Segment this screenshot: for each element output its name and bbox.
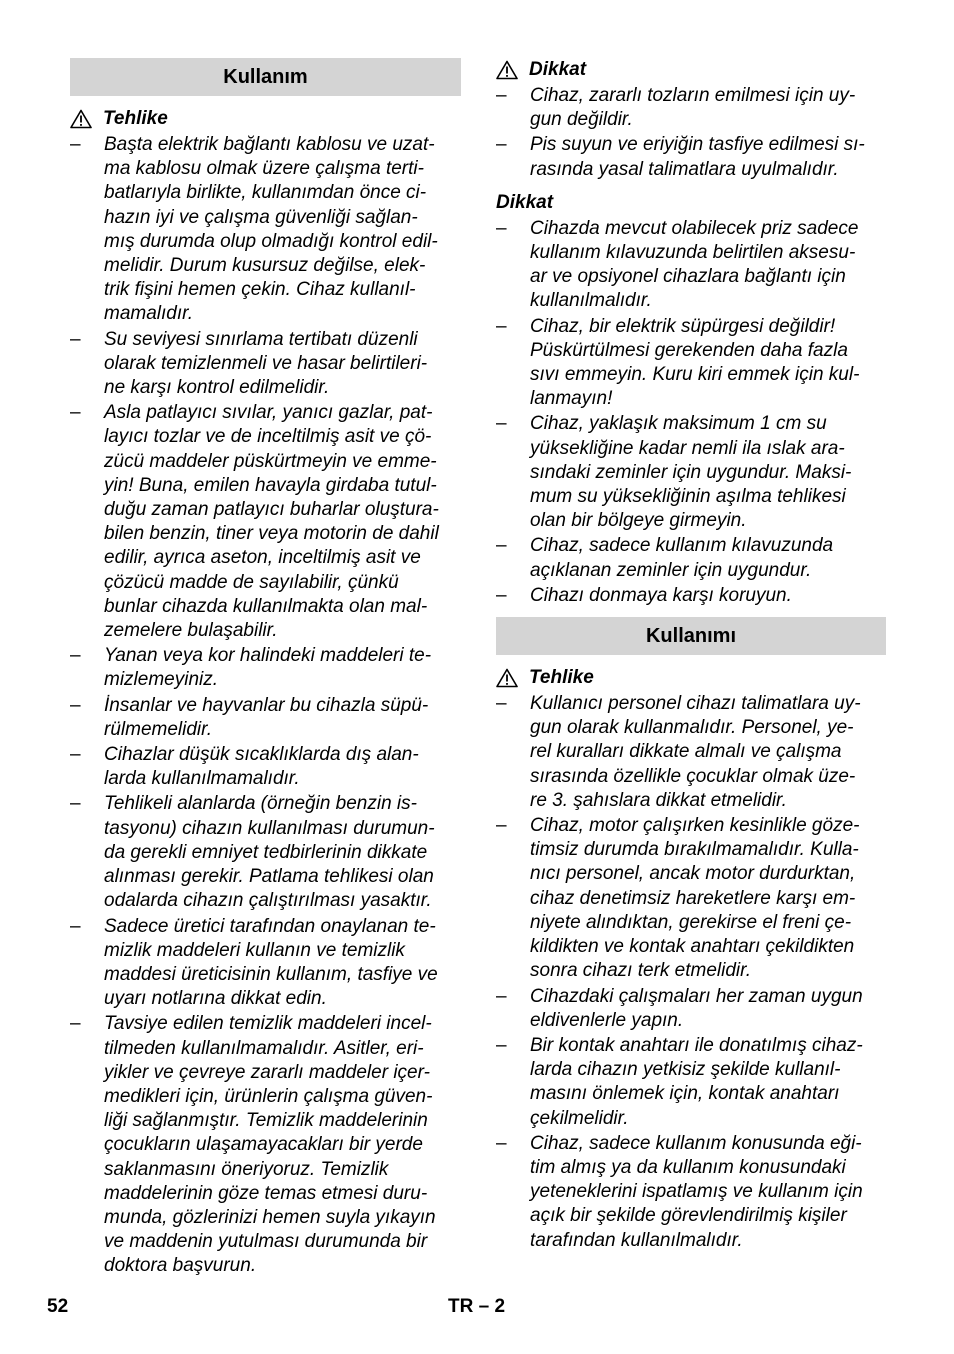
right-column — [496, 58, 886, 1254]
list-item: – Cihaz, bir elektrik süpürgesi değildir! Püskürtülmesi gerekenden daha fazla sıvı emmeyin. Kuru kiri emmek için kul- lanmayın! — [496, 315, 860, 410]
bullet-dash: – — [496, 584, 507, 606]
list-item: – Cihazlar düşük sıcaklıklarda dış alan- larda kullanılmamalıdır. — [70, 744, 419, 790]
list-item: – Cihaz, zararlı tozların emilmesi için uy- gun değildir. — [496, 85, 856, 131]
bullet-dash: – — [496, 1034, 507, 1056]
list-item: – Tavsiye edilen temizlik maddeleri incel- tilmeden kullanılmamalıdır. Asitler, eri- yikler ve çevreye zararlı maddeler içer- medikleri için, ürünlerin çalışma güven- liği sağlanmıştır. Temizlik maddelerinin çocukların ulaşamayacakları bir yerde saklanmasını öneriyoruz. Temizlik maddelerinin göze temas etmesi duru- munda, gözlerinizi hemen suyla yıkayın ve maddenin yutulması durumunda bir doktora başvurun. — [70, 1013, 436, 1277]
bullet-dash: – — [496, 413, 507, 435]
bullet-dash: – — [496, 985, 507, 1007]
bullet-dash: – — [70, 793, 81, 815]
bullet-dash: – — [70, 915, 81, 937]
bullet-dash: – — [496, 693, 507, 715]
list-item: – Cihazdaki çalışmaları her zaman uygun eldivenlerle yapın. — [496, 985, 863, 1031]
bullet-dash: – — [496, 134, 507, 156]
note-list — [496, 217, 886, 608]
bullet-dash: – — [70, 645, 81, 667]
bullet-dash: – — [70, 402, 81, 424]
bullet-dash: – — [496, 315, 507, 337]
page-number: 52 — [47, 1296, 69, 1317]
warning-triangle-icon — [70, 109, 92, 129]
list-item: – Cihaz, sadece kullanım kılavuzunda açıklanan zeminler için uygundur. — [496, 535, 834, 581]
list-item: – Bir kontak anahtarı ile donatılmış cihaz- larda cihazın yetkisiz şekilde kullanıl- masını önlemek için, kontak anahtarı çekilmelidir. — [496, 1034, 863, 1129]
caution-label: Dikkat — [529, 59, 587, 80]
bullet-dash: – — [70, 1013, 81, 1035]
list-item: – Sadece üretici tarafından onaylanan te- mizlik maddeleri kullanın ve temizlik maddesi üreticisinin kullanım, tasfiye ve uyarı notlarına dikkat edin. — [70, 915, 438, 1010]
bullet-dash: – — [496, 85, 507, 106]
bullet-dash: – — [70, 328, 81, 350]
list-item: – Cihaz, yaklaşık maksimum 1 cm su yüksekliğine kadar nemli ila ıslak ara- sındaki zeminler için uygundur. Maksi- mum su yüksekliğinin aşılma tehlikesi olan bir bölgeye girmeyin. — [496, 413, 852, 532]
bullet-dash: – — [496, 815, 507, 837]
caution-notice-heading — [496, 58, 886, 82]
bullet-dash: – — [70, 694, 81, 716]
list-item: – Cihaz, motor çalışırken kesinlikle göze- timsiz durumda bırakılmamalıdır. Kulla- nıcı personel, ancak motor durdurktan, cihaz denetimsiz hareketlere karşı em- niyete alındıktan, gerekirse el freni çe- kildikten ve kontak anahtarı çekildikten sonra cihazı terk etmelidir. — [496, 815, 860, 982]
list-item: – Cihazda mevcut olabilecek priz sadece kullanım kılavuzunda belirtilen aksesu- ar ve opsiyonel cihazlara bağlantı için kullanılmalıdır. — [496, 217, 859, 312]
bullet-dash: – — [496, 217, 507, 239]
bullet-dash: – — [496, 1132, 507, 1154]
danger-notice-heading — [496, 666, 886, 690]
danger-label: Tehlike — [529, 667, 594, 689]
warning-triangle-icon — [496, 668, 518, 688]
list-item: – Cihaz, sadece kullanım konusunda eği- tim almış ya da kullanım konusundaki yeteneklerini ispatlamış ve kullanım için açık bir şekilde görevlendirilmiş kişiler tarafından kullanılmalıdır. — [496, 1132, 863, 1251]
bullet-dash: – — [70, 744, 81, 766]
list-item: – Pis suyun ve eriyiğin tasfiye edilmesi sı- rasında yasal talimatlara uyulmalıdır. — [496, 134, 865, 180]
list-item: – Su seviyesi sınırlama tertibatı düzenli olarak temizlenmeli ve hasar belirtileri- ne karşı kontrol edilmelidir. — [70, 328, 428, 399]
list-item: – İnsanlar ve hayvanlar bu cihazla süpü- rülmemelidir. — [70, 694, 429, 740]
left-column — [70, 58, 461, 1280]
caution-list — [496, 84, 886, 182]
list-item: – Tehlikeli alanlarda (örneğin benzin is- tasyonu) cihazın kullanılması durumun- da gerekli emniyet tedbirlerinin dikkate alınması gerekir. Patlama tehlikesi olan odalarda cihazın çalıştırılması yasaktır. — [70, 793, 435, 912]
list-item: – Yanan veya kor halindeki maddeleri te- mizlemeyiniz. — [70, 645, 432, 691]
list-item: – Cihazı donmaya karşı koruyun. — [496, 584, 886, 608]
danger-notice-heading — [70, 107, 461, 131]
note-heading: Dikkat — [496, 191, 554, 213]
danger-label: Tehlike — [103, 108, 168, 129]
bullet-dash: – — [496, 535, 507, 557]
list-item: – Asla patlayıcı sıvılar, yanıcı gazlar, pat- layıcı tozlar ve de inceltilmiş asit ve çö- zücü maddeler püskürtmeyin ve emme- yin! Buna, emilen havayla girdaba tutul- duğu zaman patlayıcı buharlar oluştura- bilen benzin, tiner veya motorin de dahil edilir, ayrıca aseton, inceltilmiş asit ve çözücü madde de sayılabilir, çünkü bunlar cihazda kullanılmakta olan mal- zemelere bulaşabilir. — [70, 402, 439, 642]
danger-list — [70, 133, 461, 1279]
section-heading-kullanimi: Kullanımı — [496, 617, 886, 655]
operation-list — [496, 692, 886, 1253]
list-item: – Başta elektrik bağlantı kablosu ve uzat- ma kablosu olmak üzere çalışma terti- batlarıyla birlikte, kullanımdan önce ci- hazın iyi ve çalışma güvenliği sağlan- mış durumda olup olmadığı kontrol edil- melidir. Durum kusursuz değilse, elek- trik fişini hemen çekin. Cihaz kullanıl- mamalıdır. — [70, 134, 438, 325]
bullet-dash: – — [70, 134, 81, 155]
warning-triangle-icon — [496, 60, 518, 80]
section-heading-kullanim: Kullanım — [70, 58, 461, 96]
language-page-label: TR – 2 — [448, 1296, 506, 1317]
list-item: – Kullanıcı personel cihazı talimatlara uy- gun olarak kullanmalıdır. Personel, ye- rel kuralları dikkate almalı ve çalışma sırasında özellikle çocuklar olmak üze- re 3. şahıslara dikkat etmelidir. — [496, 693, 861, 811]
